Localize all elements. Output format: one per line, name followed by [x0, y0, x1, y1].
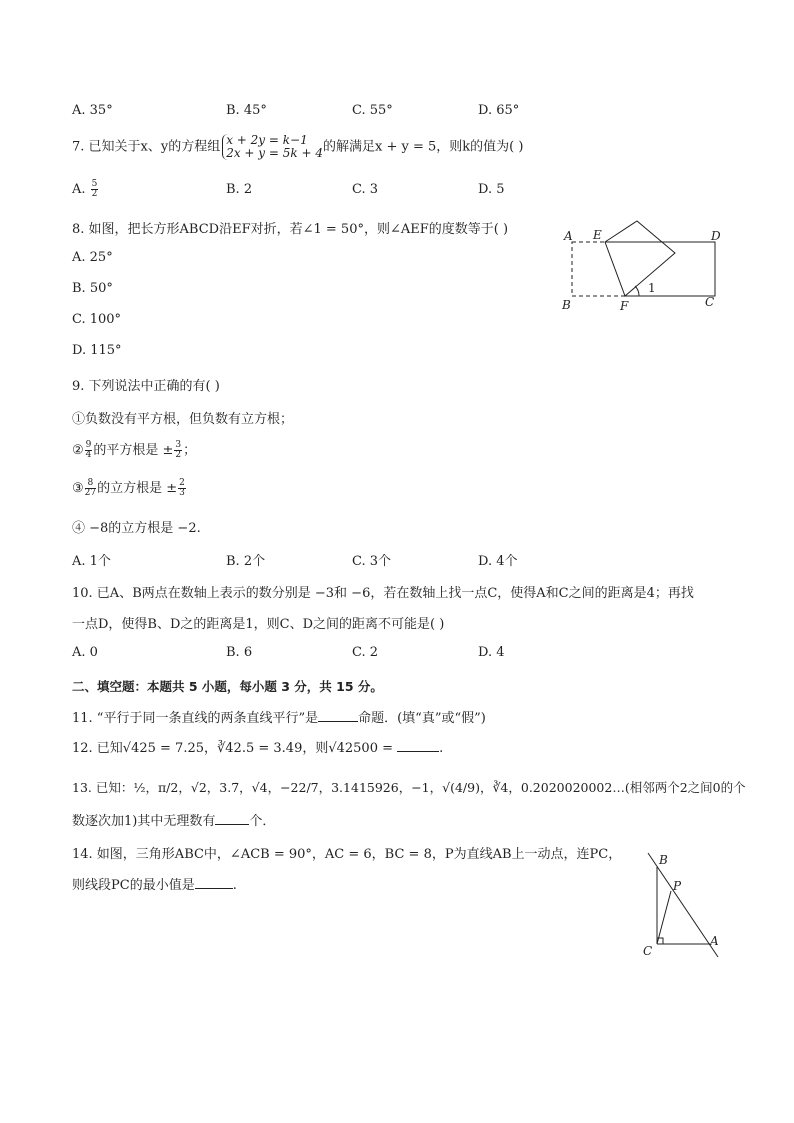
- q7-frac-num: 5: [91, 179, 98, 189]
- q8-original-rect: [572, 242, 715, 296]
- q9-statement-4: ④ −8的立方根是 −2.: [72, 521, 201, 536]
- q7-option-a-fraction: [91, 180, 99, 199]
- q9-s3-num2: 2: [179, 478, 185, 488]
- q10-option-c: C. 2: [352, 645, 379, 660]
- q9-s2-den2: 2: [175, 450, 182, 460]
- q6-option-d: D. 65°: [478, 103, 520, 118]
- q11-answer-blank[interactable]: [318, 721, 358, 722]
- q14-stem-line2: [72, 874, 237, 893]
- q8-label-c: C: [705, 295, 715, 309]
- q6-option-a: A. 35°: [72, 103, 113, 118]
- q9-s2-den: 4: [85, 450, 92, 460]
- q9-statement-2: [72, 439, 196, 460]
- q8-folded-part: [605, 221, 675, 296]
- q8-label-a: A: [564, 229, 573, 243]
- q7-option-c: C. 3: [352, 182, 379, 197]
- q14-label-b: B: [659, 853, 668, 867]
- q9-option-c: C. 3个: [352, 554, 392, 569]
- q8-option-a: A. 25°: [72, 250, 113, 265]
- q12-stem: [72, 737, 443, 756]
- q13-stem-line1: 13. 已知：½，π/2，√2，3.7̇，√4，−22/7，3.1415926，−1，√(4/9)，∛4，0.2020020002…(相邻两个2之间0的个: [72, 780, 746, 795]
- q12-text-end: .: [439, 741, 444, 756]
- q7-option-a-label: A.: [72, 182, 86, 197]
- q9-s3-frac: [85, 479, 96, 498]
- q9-option-b: B. 2个: [226, 554, 266, 569]
- q8-label-angle1: 1: [648, 281, 656, 295]
- q9-option-a: A. 1个: [72, 554, 111, 569]
- q8-stem: 8. 如图，把长方形ABCD沿EF对折，若∠1 = 50°，则∠AEF的度数等于( ): [72, 222, 509, 237]
- q13-answer-blank[interactable]: [215, 824, 249, 825]
- q9-s2-end: ；: [183, 443, 197, 458]
- q8-label-e: E: [593, 228, 602, 242]
- q14-label-c: C: [643, 944, 653, 958]
- q7-suffix: 的解满足x + y = 5，则k的值为( ): [323, 139, 524, 155]
- q9-s3-marker: ③: [72, 481, 84, 496]
- q9-stem: 9. 下列说法中正确的有( ): [72, 379, 220, 394]
- q10-option-b: B. 6: [226, 645, 253, 660]
- q12-answer-blank[interactable]: [397, 751, 439, 752]
- q13-text: 数逐次加1)其中无理数有: [72, 814, 216, 829]
- q11-text: 11. “平行于同一条直线的两条直线平行”是: [72, 711, 319, 726]
- q10-option-a: A. 0: [72, 645, 98, 660]
- q11-stem: [72, 707, 486, 726]
- q7-option-d: D. 5: [478, 182, 505, 197]
- q6-option-c: C. 55°: [352, 103, 393, 118]
- q8-option-d: D. 115°: [72, 343, 122, 358]
- q7-equation-system: [222, 134, 323, 160]
- q13-text-end: 个．: [249, 814, 276, 829]
- q7-frac-den: 2: [91, 189, 98, 199]
- q14-text: 则线段PC的最小值是: [72, 878, 195, 893]
- q13-stem-line2: [72, 810, 275, 829]
- q9-s3-den: 27: [84, 488, 97, 498]
- q14-label-a: A: [710, 934, 719, 948]
- q9-s3-num: 8: [85, 479, 96, 489]
- q7-option-a: [72, 180, 99, 199]
- q7-prefix: 7. 已知关于x、y的方程组: [72, 139, 221, 155]
- q7-option-b: B. 2: [226, 182, 253, 197]
- q9-s2-frac2: [174, 441, 182, 460]
- q9-statement-3: [72, 477, 187, 498]
- q14-answer-blank[interactable]: [195, 888, 233, 889]
- q11-text-end: 命题．(填“真”或“假”): [358, 711, 486, 726]
- q9-s3-text: 的立方根是 ±: [97, 481, 178, 496]
- q7-eq1: x + 2y = k−1: [226, 133, 308, 147]
- q8-figure: [555, 215, 735, 320]
- q14-line-ab: [648, 853, 718, 957]
- q8-option-c: C. 100°: [72, 312, 122, 327]
- q10-option-d: D. 4: [478, 645, 505, 660]
- q7-eq2: 2x + y = 5k + 4: [226, 146, 323, 160]
- q14-text-end: .: [232, 878, 237, 893]
- q9-statement-1: ①负数没有平方根，但负数有立方根；: [72, 412, 294, 427]
- q6-option-b: B. 45°: [226, 103, 267, 118]
- q12-text: 12. 已知√425 = 7.25，∛42.5 = 3.49，则√42500 =: [72, 741, 398, 756]
- q10-stem-line2: 一点D，使得B、D之的距离是1，则C、D之间的距离不可能是( ): [72, 617, 445, 632]
- q8-label-b: B: [562, 298, 571, 312]
- q8-label-d: D: [711, 229, 721, 243]
- q9-s2-text: 的平方根是 ±: [93, 443, 174, 458]
- q9-option-d: D. 4个: [478, 554, 518, 569]
- q7-stem: [72, 134, 523, 160]
- q9-s2-marker: ②: [72, 443, 84, 458]
- q10-stem-line1: 10. 已A、B两点在数轴上表示的数分别是 −3和 −6，若在数轴上找一点C，使得A和C之间的距离是4；再找: [72, 586, 694, 601]
- q9-s3-frac2: [178, 479, 186, 498]
- q14-label-p: P: [673, 879, 682, 893]
- section-2-title: 二、填空题：本题共 5 小题，每小题 3 分，共 15 分。: [72, 679, 383, 694]
- q14-figure: [638, 845, 728, 963]
- q8-option-b: B. 50°: [72, 281, 113, 296]
- q14-stem-line1: 14. 如图，三角形ABC中，∠ACB = 90°，AC = 6，BC = 8，P为直线AB上一动点，连PC，: [72, 847, 622, 862]
- q9-s3-den2: 3: [179, 488, 185, 498]
- q14-segment-pc: [657, 891, 671, 944]
- q8-label-f: F: [620, 299, 629, 313]
- q9-s2-num: 9: [85, 440, 92, 450]
- q9-s2-num2: 3: [175, 440, 182, 450]
- q9-s2-frac: [85, 441, 93, 460]
